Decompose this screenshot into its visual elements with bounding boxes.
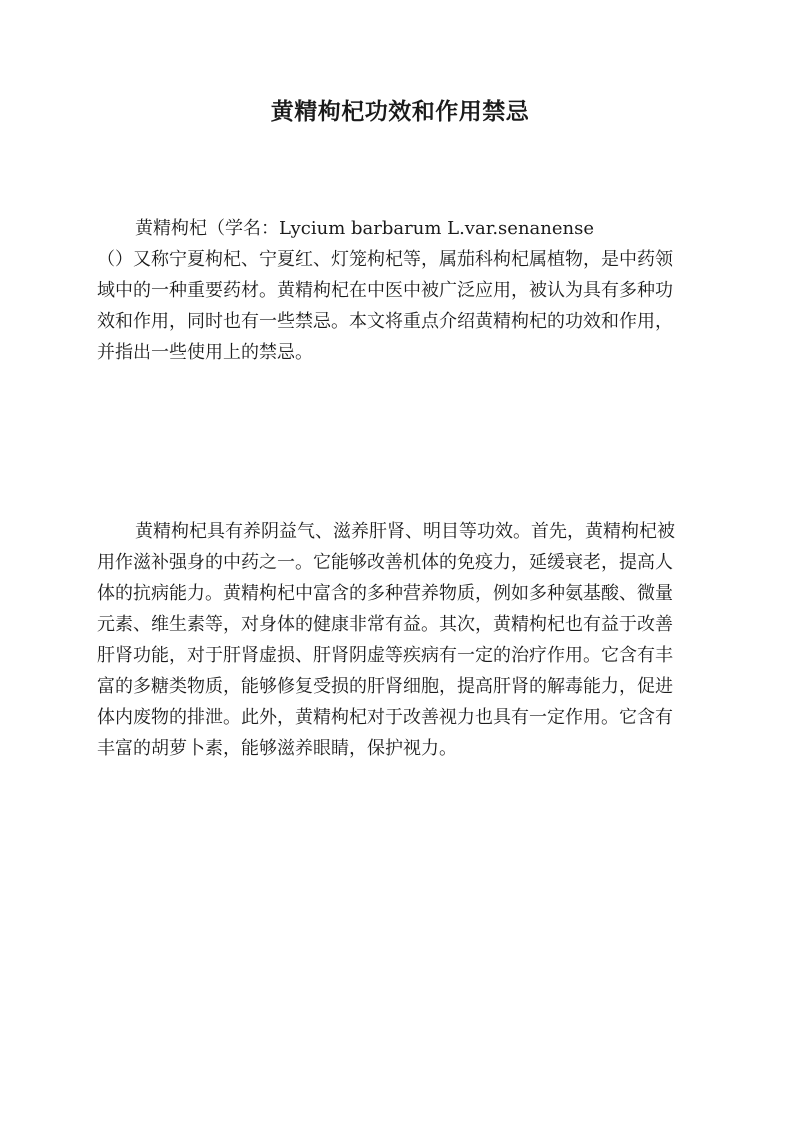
document-title: 黄精枸杞功效和作用禁忌 [270,98,530,125]
paragraph-line: 肝肾功能，对于肝肾虚损、肝肾阴虚等疾病有一定的治疗作用。它含有丰 [97,645,673,666]
paragraph-line: 富的多糖类物质，能够修复受损的肝肾细胞，提高肝肾的解毒能力，促进 [97,676,673,697]
paragraph-line: 域中的一种重要药材。黄精枸杞在中医中被广泛应用，被认为具有多种功 [97,280,673,301]
paragraph-line: 并指出一些使用上的禁忌。 [97,342,313,363]
paragraph-line: 效和作用，同时也有一些禁忌。本文将重点介绍黄精枸杞的功效和作用， [97,311,673,332]
paragraph-line: （）又称宁夏枸杞、宁夏红、灯笼枸杞等，属茄科枸杞属植物，是中药领 [97,249,673,270]
paragraph-line: 用作滋补强身的中药之一。它能够改善机体的免疫力，延缓衰老，提高人 [97,552,673,573]
paragraph-effects [97,516,709,764]
paragraph-line: 体的抗病能力。黄精枸杞中富含的多种营养物质，例如多种氨基酸、微量 [97,583,673,604]
paragraph-line: 黄精枸杞（学名：Lycium barbarum L.var.senanense [135,218,594,239]
paragraph-line: 黄精枸杞具有养阴益气、滋养肝肾、明目等功效。首先，黄精枸杞被 [135,521,675,542]
paragraph-line: 体内废物的排泄。此外，黄精枸杞对于改善视力也具有一定作用。它含有 [97,707,673,728]
paragraph-line: 元素、维生素等，对身体的健康非常有益。其次，黄精枸杞也有益于改善 [97,614,673,635]
paragraph-line: 丰富的胡萝卜素，能够滋养眼睛，保护视力。 [97,738,457,759]
paragraph-introduction [97,213,709,368]
